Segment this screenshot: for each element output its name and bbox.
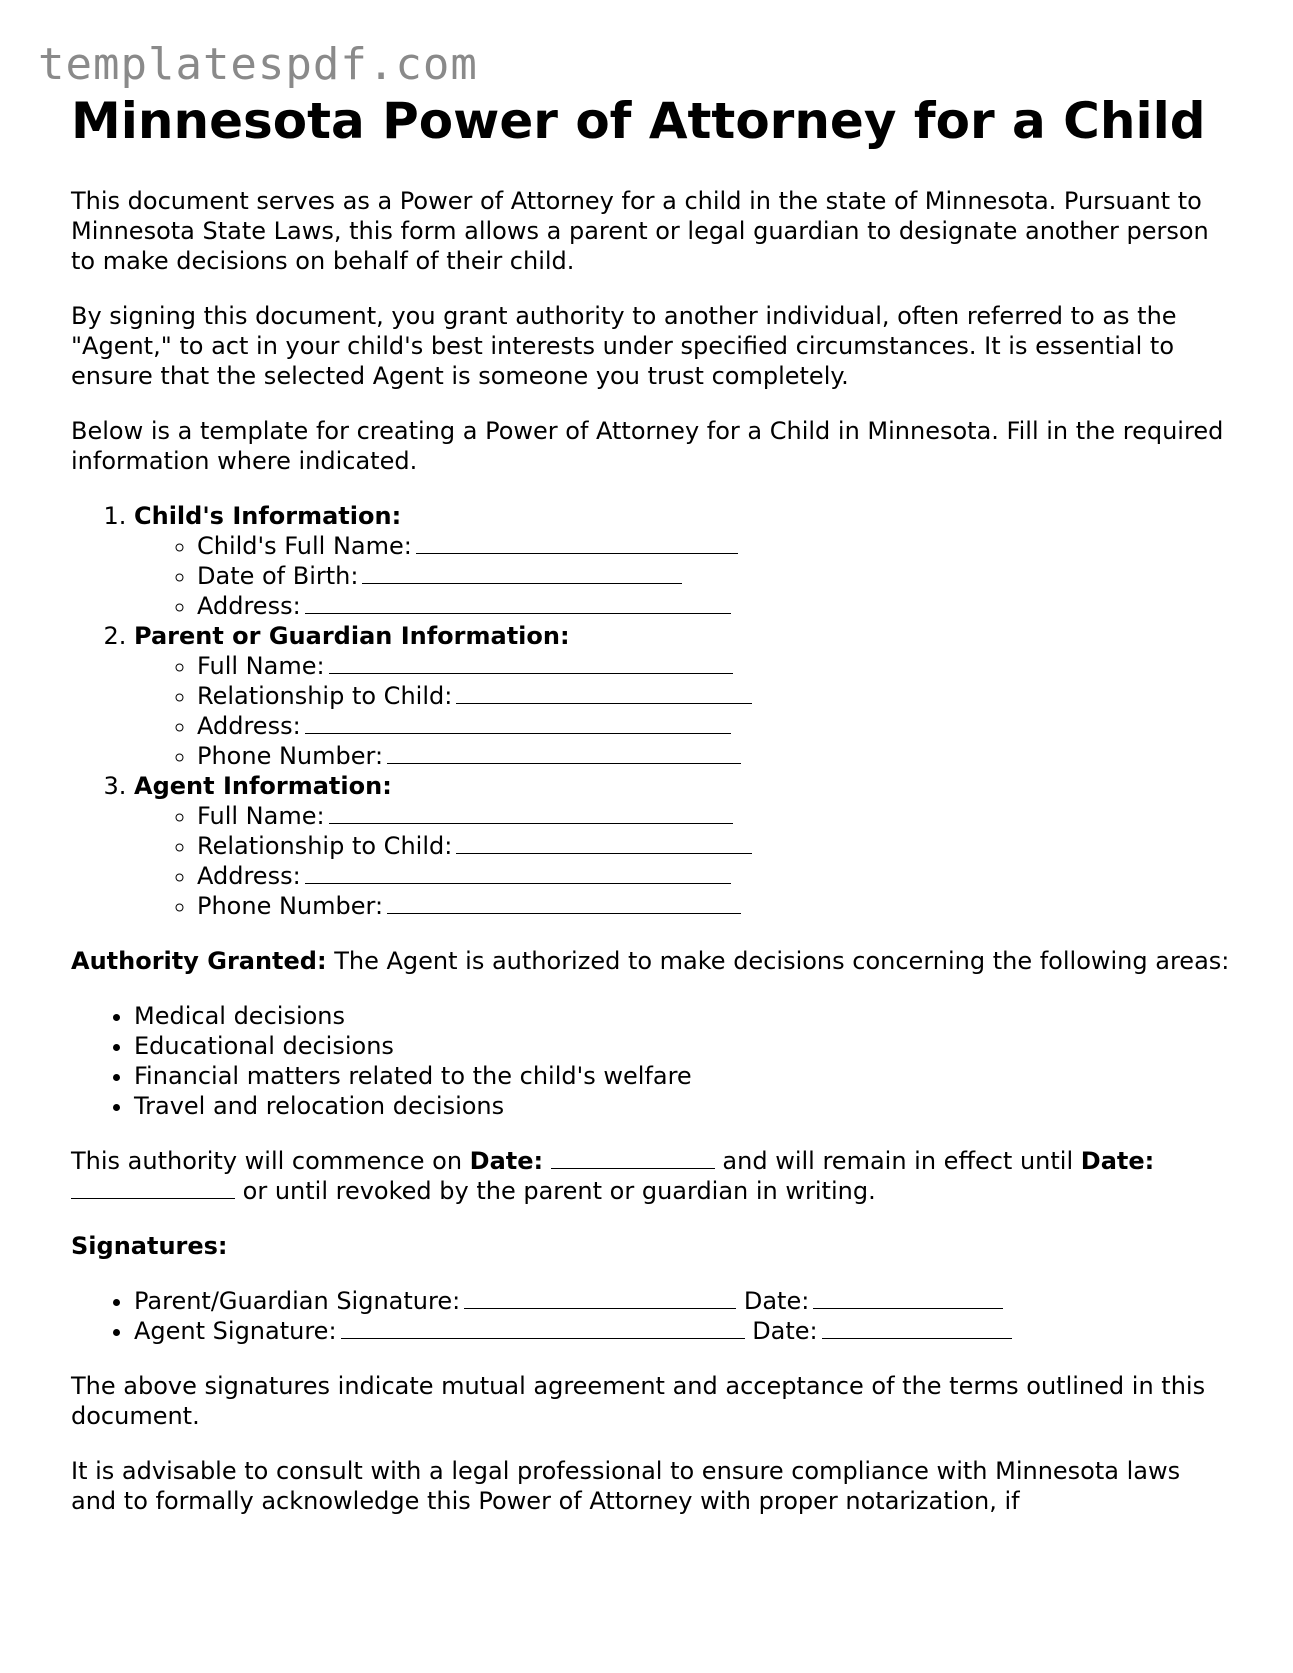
parent-signature-blank[interactable] bbox=[464, 1286, 736, 1309]
field-parent-full-name: ◦ Full Name: bbox=[197, 651, 1231, 681]
child-address-blank[interactable] bbox=[305, 591, 731, 614]
document-page bbox=[71, 92, 1231, 1516]
field-child-address: ◦ Address: bbox=[197, 591, 1231, 621]
start-date-blank[interactable] bbox=[551, 1146, 715, 1169]
closing-paragraph-2: It is advisable to consult with a legal professional to ensure compliance with Minnesota laws and to formally acknowledge this Power of Attorney with proper notarization, if bbox=[71, 1457, 1181, 1515]
field-parent-relationship: ◦ Relationship to Child: bbox=[197, 681, 1231, 711]
parent-phone-blank[interactable] bbox=[387, 741, 741, 764]
authority-text: The Agent is authorized to make decisions concerning the following areas: bbox=[334, 947, 1230, 975]
agent-address-blank[interactable] bbox=[305, 861, 731, 884]
list-item: • Financial matters related to the child's welfare bbox=[134, 1061, 1231, 1091]
parent-full-name-blank[interactable] bbox=[329, 651, 733, 674]
end-date-blank[interactable] bbox=[71, 1176, 235, 1199]
parent-signature-date-blank[interactable] bbox=[813, 1286, 1003, 1309]
agent-relationship-blank[interactable] bbox=[456, 831, 752, 854]
field-date-of-birth: ◦ Date of Birth: bbox=[197, 561, 1231, 591]
agent-signature-line: • Agent Signature: Date: bbox=[134, 1316, 1231, 1346]
list-item: • Travel and relocation decisions bbox=[134, 1091, 1231, 1121]
intro-paragraph-2: By signing this document, you grant authority to another individual, often referred to as the "Agent," to act in your child's best interests under specified circumstances. It is essential to ensure that the selected Agent is someone you trust completely. bbox=[71, 302, 1177, 390]
section-child-info bbox=[134, 501, 1231, 621]
agent-signature-date-blank[interactable] bbox=[822, 1316, 1012, 1339]
closing-paragraph-1: The above signatures indicate mutual agreement and acceptance of the terms outlined in this document. bbox=[71, 1372, 1206, 1430]
field-child-full-name: ◦ Child's Full Name: bbox=[197, 531, 1231, 561]
field-agent-relationship: ◦ Relationship to Child: bbox=[197, 831, 1231, 861]
list-item: • Medical decisions bbox=[134, 1001, 1231, 1031]
parent-relationship-blank[interactable] bbox=[456, 681, 752, 704]
intro-paragraph-1: This document serves as a Power of Attorney for a child in the state of Minnesota. Pursuant to Minnesota State Laws, this form allows a parent or legal guardian to designate another person to make decisions on behalf of their child. bbox=[71, 187, 1209, 275]
intro-paragraph-3: Below is a template for creating a Power of Attorney for a Child in Minnesota. Fill in the required information where indicated. bbox=[71, 417, 1224, 475]
field-agent-phone: ◦ Phone Number: bbox=[197, 891, 1231, 921]
agent-phone-blank[interactable] bbox=[387, 891, 741, 914]
date-of-birth-blank[interactable] bbox=[362, 561, 682, 584]
section-parent-info bbox=[134, 621, 1231, 771]
section-heading: Child's Information: bbox=[134, 502, 402, 530]
agent-full-name-blank[interactable] bbox=[329, 801, 733, 824]
agent-signature-blank[interactable] bbox=[341, 1316, 745, 1339]
section-agent-info bbox=[134, 771, 1231, 921]
list-item: • Educational decisions bbox=[134, 1031, 1231, 1061]
watermark: templatespdf.com bbox=[38, 39, 478, 90]
field-agent-address: ◦ Address: bbox=[197, 861, 1231, 891]
field-agent-full-name: ◦ Full Name: bbox=[197, 801, 1231, 831]
authority-label: Authority Granted: bbox=[71, 947, 327, 975]
term-paragraph: This authority will commence on Date: and will remain in effect until Date: or until revoked by the parent or guardian in writing. bbox=[71, 1147, 1155, 1205]
field-parent-address: ◦ Address: bbox=[197, 711, 1231, 741]
section-heading: Agent Information: bbox=[134, 772, 392, 800]
signatures-list bbox=[71, 1286, 1231, 1346]
parent-signature-line: • Parent/Guardian Signature: Date: bbox=[134, 1286, 1231, 1316]
signatures-heading: Signatures: bbox=[71, 1232, 228, 1260]
authority-paragraph bbox=[71, 946, 1231, 976]
field-parent-phone: ◦ Phone Number: bbox=[197, 741, 1231, 771]
parent-address-blank[interactable] bbox=[305, 711, 731, 734]
child-full-name-blank[interactable] bbox=[416, 531, 738, 554]
information-sections bbox=[71, 501, 1231, 921]
page-title: Minnesota Power of Attorney for a Child bbox=[71, 92, 1206, 150]
authority-list bbox=[71, 1001, 1231, 1121]
section-heading: Parent or Guardian Information: bbox=[134, 622, 570, 650]
